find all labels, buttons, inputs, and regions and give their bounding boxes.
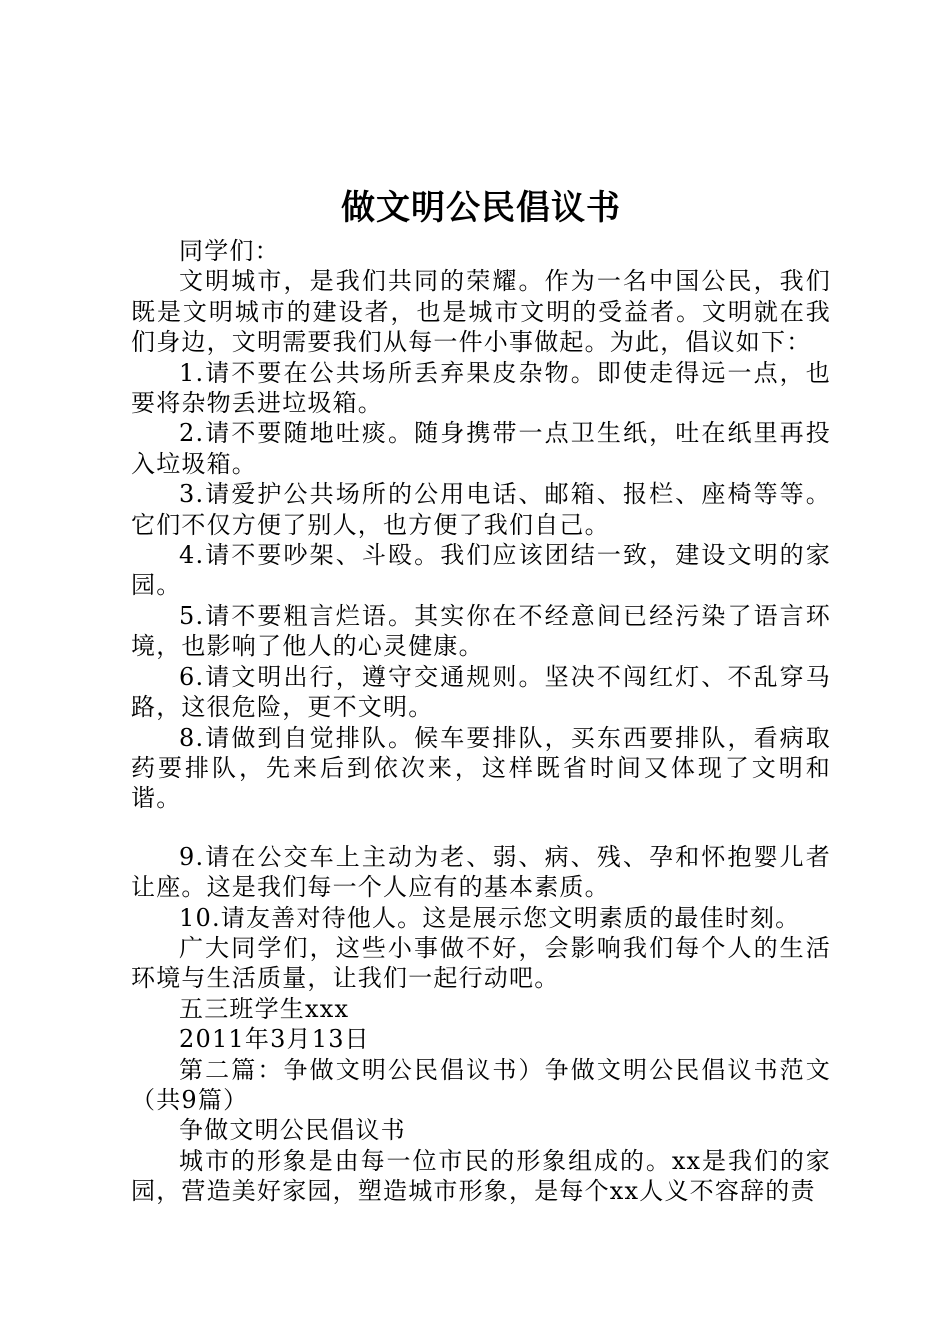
proposal-item-6: 6.请文明出行，遵守交通规则。坚决不闯红灯、不乱穿马路，这很危险，更不文明。 bbox=[131, 662, 831, 722]
date: 2011年3月13日 bbox=[179, 1025, 370, 1054]
proposal-item-1: 1.请不要在公共场所丢弃果皮杂物。即使走得远一点，也要将杂物丢进垃圾箱。 bbox=[131, 358, 831, 418]
closing-paragraph: 广大同学们，这些小事做不好，会影响我们每个人的生活环境与生活质量，让我们一起行动吧。 bbox=[131, 933, 831, 993]
second-article-paragraph: 城市的形象是由每一位市民的形象组成的。xx是我们的家园，营造美好家园，塑造城市形象，是每个xx人义不容辞的责 bbox=[131, 1146, 831, 1206]
intro-paragraph: 文明城市，是我们共同的荣耀。作为一名中国公民，我们既是文明城市的建设者，也是城市文明的受益者。文明就在我们身边，文明需要我们从每一件小事做起。为此，倡议如下： bbox=[131, 267, 831, 357]
proposal-item-3: 3.请爱护公共场所的公用电话、邮箱、报栏、座椅等等。它们不仅方便了别人，也方便了我们自己。 bbox=[131, 480, 831, 539]
proposal-item-10: 10.请友善对待他人。这是展示您文明素质的最佳时刻。 bbox=[179, 903, 801, 932]
proposal-item-9: 9.请在公交车上主动为老、弱、病、残、孕和怀抱婴儿者让座。这是我们每一个人应有的基本素质。 bbox=[131, 842, 831, 902]
paragraph-gap bbox=[131, 814, 831, 842]
proposal-item-4: 4.请不要吵架、斗殴。我们应该团结一致，建设文明的家园。 bbox=[131, 541, 831, 600]
proposal-item-8: 8.请做到自觉排队。候车要排队，买东西要排队，看病取药要排队，先来后到依次来，这样既省时间又体现了文明和谐。 bbox=[131, 723, 831, 813]
proposal-item-2: 2.请不要随地吐痰。随身携带一点卫生纸，吐在纸里再投入垃圾箱。 bbox=[131, 419, 831, 478]
signature: 五三班学生xxx bbox=[179, 994, 350, 1023]
proposal-item-5: 5.请不要粗言烂语。其实你在不经意间已经污染了语言环境，也影响了他人的心灵健康。 bbox=[131, 601, 831, 661]
second-article-heading: 第二篇：争做文明公民倡议书）争做文明公民倡议书范文（共9篇） bbox=[131, 1055, 831, 1114]
salutation: 同学们： bbox=[179, 237, 280, 265]
document-body bbox=[131, 180, 831, 1207]
second-article-title: 争做文明公民倡议书 bbox=[179, 1116, 406, 1145]
document-title: 做文明公民倡议书 bbox=[341, 188, 621, 228]
